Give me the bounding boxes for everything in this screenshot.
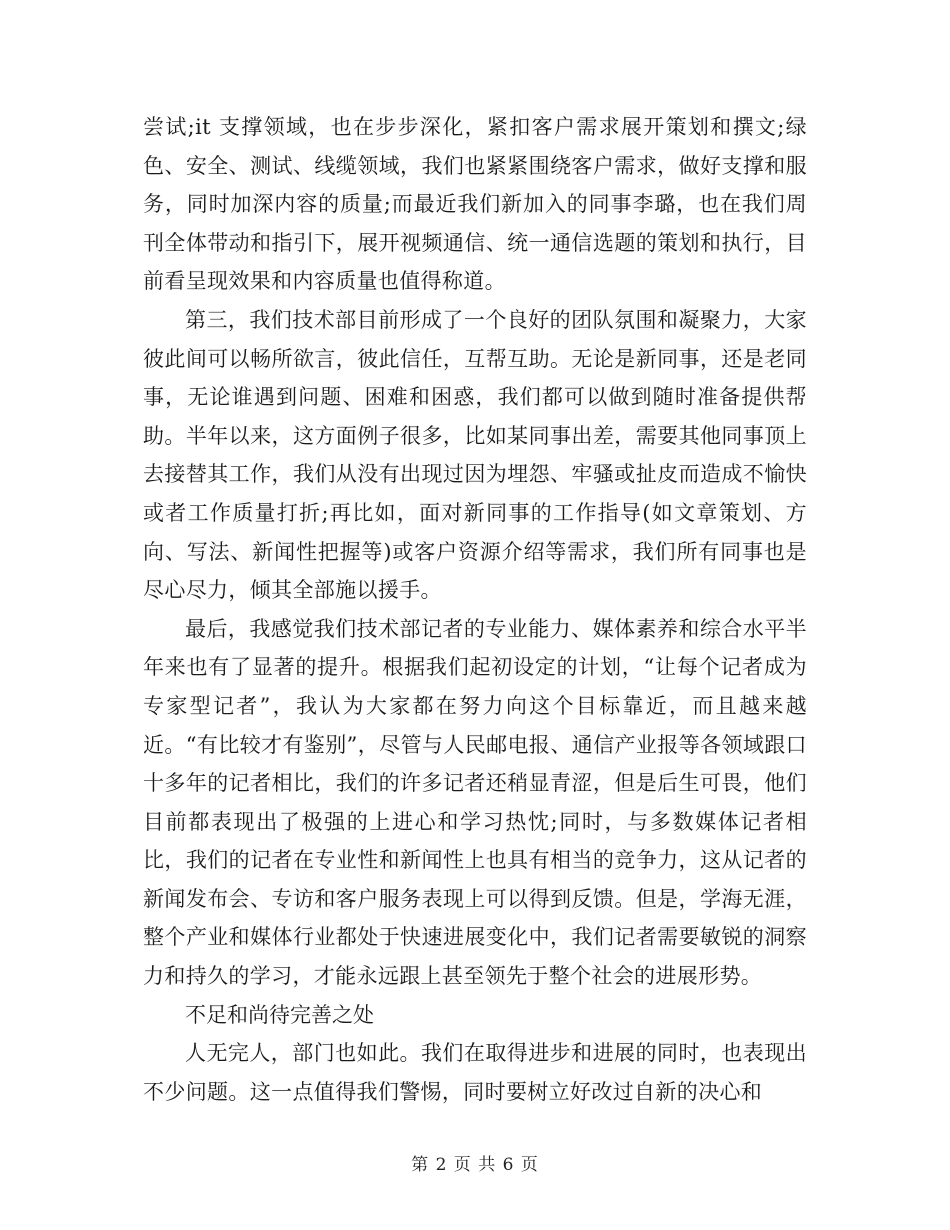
document-body: [143, 108, 807, 1111]
section-heading-shortcomings: 不足和尚待完善之处: [185, 1002, 374, 1027]
paragraph-continuation: 尝试;it 支撑领域，也在步步深化，紧扣客户需求展开策划和撰文;绿色、安全、测试、线缆领域，我们也紧紧围绕客户需求，做好支撑和服务，同时加深内容的质量;而最近我们新加入的同事李璐，也在我们周刊全体带动和指引下，展开视频通信、统一通信选题的策划和执行，目前看呈现效果和内容质量也值得称道。: [143, 115, 807, 294]
paragraph-third-point: 第三，我们技术部目前形成了一个良好的团队氛围和凝聚力，大家彼此间可以畅所欲言，彼此信任，互帮互助。无论是新同事，还是老同事，无论谁遇到问题、困难和困惑，我们都可以做到随时准备提供帮助。半年以来，这方面例子很多，比如某同事出差，需要其他同事顶上去接替其工作，我们从没有出现过因为埋怨、牢骚或扯皮而造成不愉快或者工作质量打折;再比如，面对新同事的工作指导(如文章策划、方向、写法、新闻性把握等)或客户资源介绍等需求，我们所有同事也是尽心尽力，倾其全部施以援手。: [143, 307, 807, 603]
paragraph-final-point: 最后，我感觉我们技术部记者的专业能力、媒体素养和综合水平半年来也有了显著的提升。根据我们起初设定的计划，“让每个记者成为专家型记者”，我认为大家都在努力向这个目标靠近，而且越来越近。“有比较才有鉴别”，尽管与人民邮电报、通信产业报等各领域跟口十多年的记者相比，我们的许多记者还稍显青涩，但是后生可畏，他们目前都表现出了极强的上进心和学习热忱;同时，与多数媒体记者相比，我们的记者在专业性和新闻性上也具有相当的竞争力，这从记者的新闻发布会、专访和客户服务表现上可以得到反馈。但是，学海无涯，整个产业和媒体行业都处于快速进展变化中，我们记者需要敏锐的洞察力和持久的学习，才能永远跟上甚至领先于整个社会的进展形势。: [143, 616, 807, 989]
paragraph-shortcomings-intro: 人无完人，部门也如此。我们在取得进步和进展的同时，也表现出不少问题。这一点值得我们警惕，同时要树立好改过自新的决心和: [143, 1041, 807, 1104]
page-number-footer: 第 2 页 共 6 页: [411, 1155, 539, 1175]
